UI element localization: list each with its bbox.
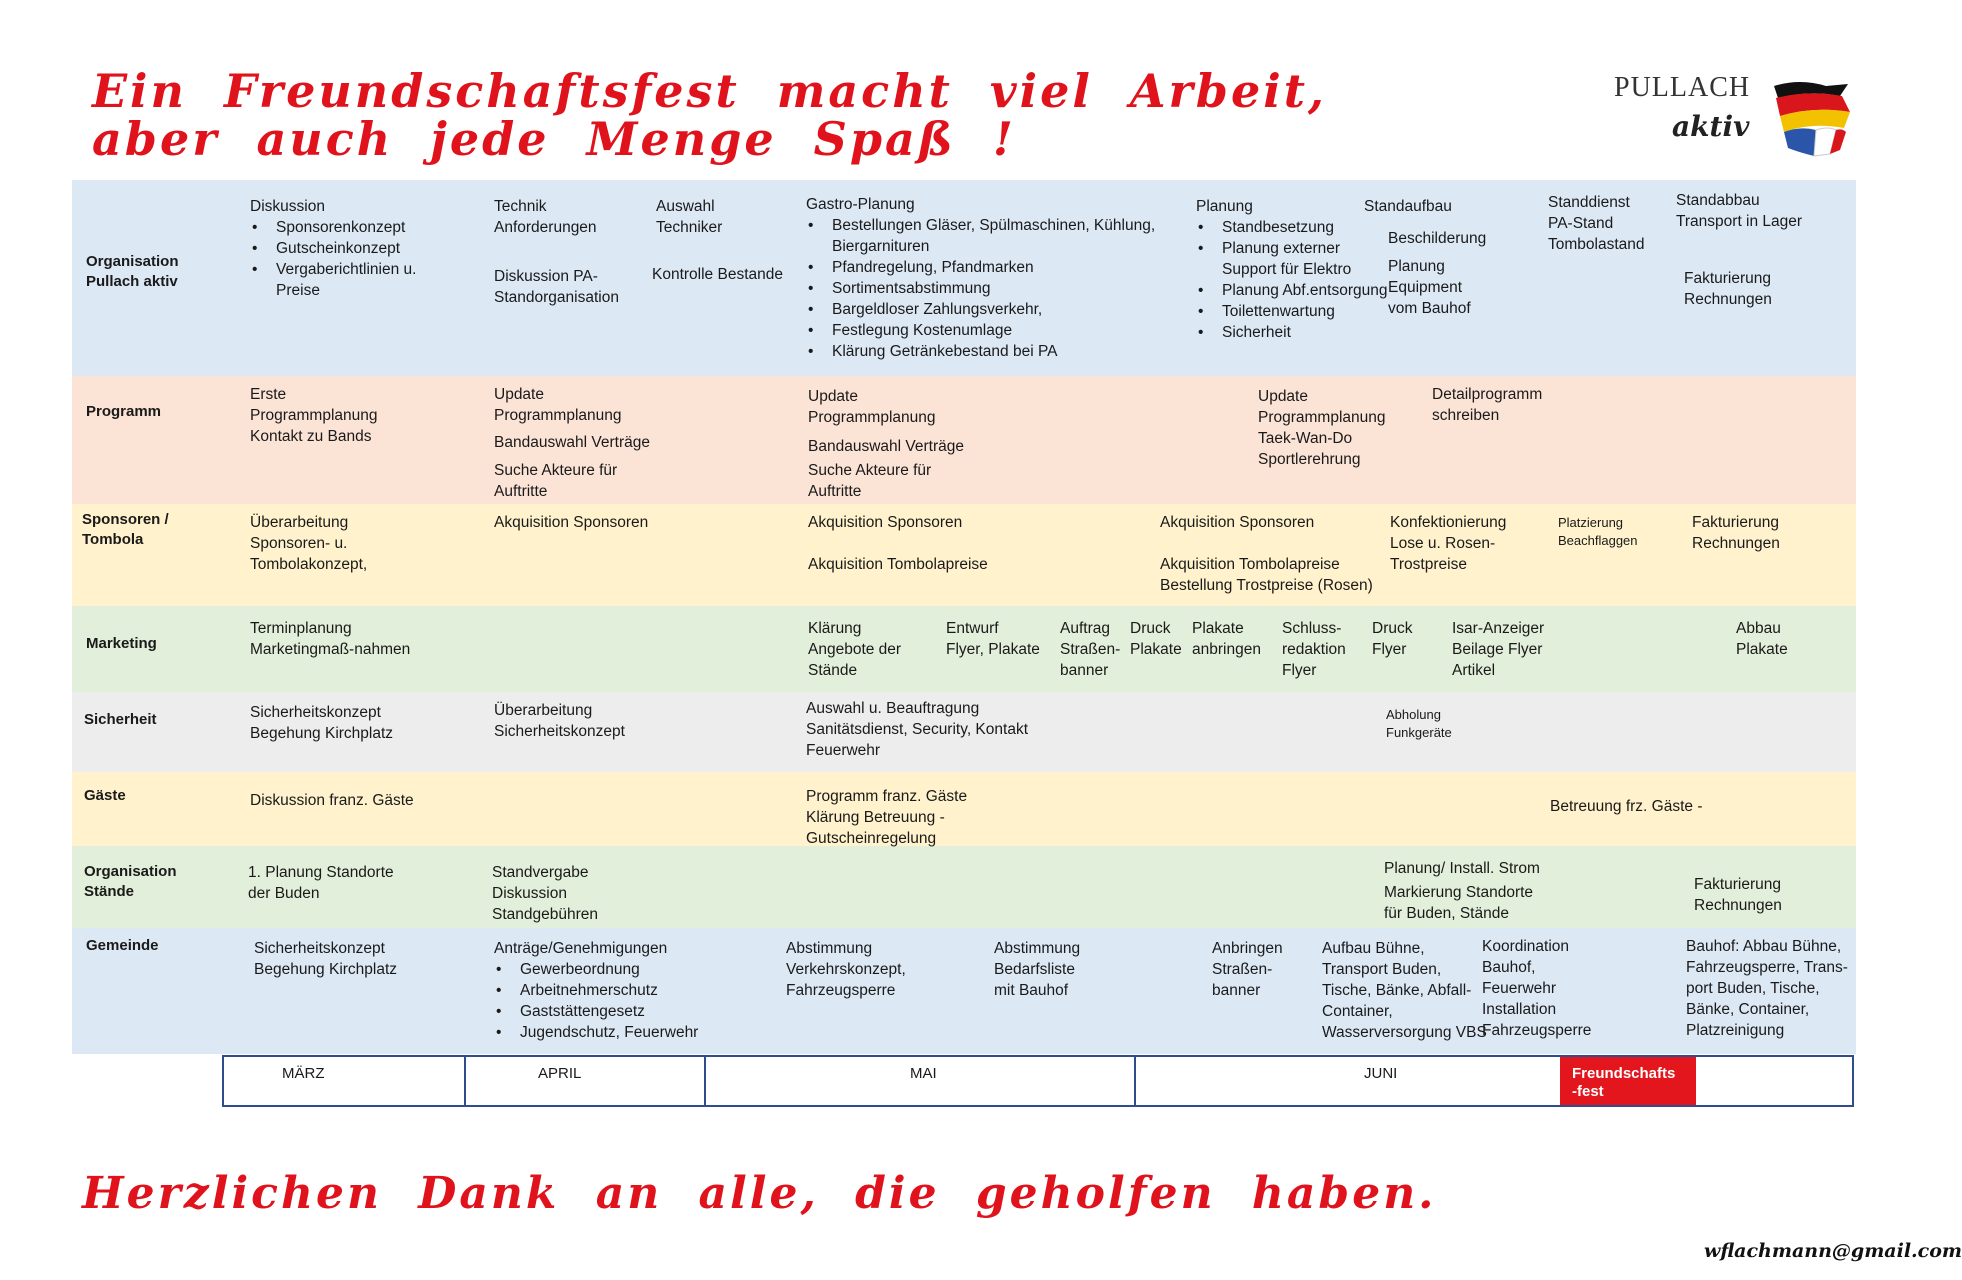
mkt-plakate-anbringen: Plakate anbringen: [1192, 620, 1261, 658]
org-beschilderung: Beschilderung: [1388, 230, 1487, 247]
gem-antraege-title: Anträge/Genehmigungen: [494, 940, 668, 957]
prog-bandauswahl-2: Bandauswahl Verträge: [808, 438, 964, 455]
staende-planung: 1. Planung Standorte der Buden: [248, 864, 394, 902]
headline-line-1: Ein Freundschaftsfest macht viel Arbeit,: [92, 64, 1327, 118]
mkt-schlussredaktion: Schluss- redaktion Flyer: [1282, 620, 1346, 679]
list-item: • Sicherheit: [1196, 322, 1387, 343]
staende-markierung: Markierung Standorte für Buden, Stände: [1384, 884, 1534, 922]
mkt-abbau: Abbau Plakate: [1736, 620, 1788, 658]
mkt-entwurf: Entwurf Flyer, Plakate: [946, 620, 1040, 658]
month-maerz: MÄRZ: [282, 1065, 325, 1082]
spons-beachflaggen: Platzierung Beachflaggen: [1558, 515, 1638, 548]
spons-fakturierung: Fakturierung Rechnungen: [1692, 514, 1780, 552]
gaeste-betreuung: Betreuung frz. Gäste -: [1550, 798, 1703, 815]
logo-text-bottom: aktiv: [1672, 110, 1750, 143]
row-label-marketing: Marketing: [86, 635, 157, 652]
prog-suche-2: Suche Akteure für Auftritte: [808, 462, 932, 500]
spons-akquisition-1: Akquisition Sponsoren: [494, 514, 649, 531]
prog-erste: Erste Programmplanung Kontakt zu Bands: [250, 386, 378, 445]
timeline-divider: [704, 1057, 706, 1105]
org-standdienst: Standdienst PA-Stand Tombolastand: [1548, 194, 1645, 253]
mkt-terminplanung: Terminplanung Marketingmaß-nahmen: [250, 620, 411, 658]
sich-funkgeraete: Abholung Funkgeräte: [1386, 707, 1452, 740]
sich-auswahl: Auswahl u. Beauftragung Sanitätsdienst, Security, Kontakt Feuerwehr: [806, 700, 1028, 759]
month-april: APRIL: [538, 1065, 582, 1082]
gem-strassenbanner: Anbringen Straßen- banner: [1212, 940, 1283, 999]
mkt-auftrag: Auftrag Straßen- banner: [1060, 620, 1121, 679]
row-label-organisation: Organisation Pullach aktiv: [86, 253, 179, 290]
headline-line-2: aber auch jede Menge Spaß !: [92, 112, 1016, 166]
mkt-isar-anzeiger: Isar-Anzeiger Beilage Flyer Artikel: [1452, 620, 1545, 679]
org-kontrolle: Kontrolle Bestande: [652, 266, 783, 283]
org-diskussion-title: Diskussion: [250, 198, 325, 215]
list-item: • Jugendschutz, Feuerwehr: [494, 1022, 698, 1043]
list-item: • Arbeitnehmerschutz: [494, 980, 698, 1001]
org-fakturierung: Fakturierung Rechnungen: [1684, 270, 1772, 308]
gem-sicherheitskonzept: Sicherheitskonzept Begehung Kirchplatz: [254, 940, 398, 978]
staende-fakturierung: Fakturierung Rechnungen: [1694, 876, 1782, 914]
gem-bauhof-abbau: Bauhof: Abbau Bühne, Fahrzeugsperre, Trans- port Buden, Tische, Bänke, Container, Platzreinigung: [1686, 938, 1848, 1039]
flag-emblem-icon: [1770, 76, 1852, 158]
spons-tombolapreise-1: Akquisition Tombolapreise: [808, 556, 988, 573]
gem-bedarfsliste: Abstimmung Bedarfsliste mit Bauhof: [994, 940, 1081, 999]
logo-text-top: PULLACH: [1614, 72, 1751, 103]
list-item: • Festlegung Kostenumlage: [806, 320, 1155, 341]
org-auswahl-techniker: Auswahl Techniker: [656, 198, 723, 236]
org-diskussion-pa: Diskussion PA- Standorganisation: [494, 268, 619, 306]
list-item: • Toilettenwartung: [1196, 301, 1387, 322]
timeline-divider: [464, 1057, 466, 1105]
sich-ueberarbeitung: Überarbeitung Sicherheitskonzept: [494, 702, 625, 740]
mkt-klaerung: Klärung Angebote der Stände: [808, 620, 902, 679]
list-item: • Standbesetzung: [1196, 217, 1387, 238]
list-item: • Gaststättengesetz: [494, 1001, 698, 1022]
org-diskussion-block: [250, 196, 416, 301]
gaeste-diskussion: Diskussion franz. Gäste: [250, 792, 414, 809]
list-item: • Planung externer Support für Elektro: [1196, 238, 1387, 280]
row-label-sicherheit: Sicherheit: [84, 711, 157, 728]
org-planung-block: [1196, 196, 1387, 343]
gem-antraege-block: [494, 938, 698, 1043]
prog-detailprogramm: Detailprogramm schreiben: [1432, 386, 1543, 424]
list-item: • Bargeldloser Zahlungsverkehr,: [806, 299, 1155, 320]
org-gastro-list: [806, 215, 1155, 362]
mkt-druck-flyer: Druck Flyer: [1372, 620, 1413, 658]
spons-akquisition-2: Akquisition Sponsoren: [808, 514, 963, 531]
contact-email: wflachmann@gmail.com: [1704, 1240, 1962, 1262]
row-label-sponsoren: Sponsoren / Tombola: [82, 511, 169, 548]
org-gastro-title: Gastro-Planung: [806, 196, 915, 213]
gem-aufbau: Aufbau Bühne, Transport Buden, Tische, Bänke, Abfall- Container, Wasserversorgung VBS: [1322, 940, 1487, 1041]
org-planung-list: [1196, 217, 1387, 343]
prog-update-3: Update Programmplanung Taek-Wan-Do Sportlerehrung: [1258, 388, 1386, 468]
list-item: • Gewerbeordnung: [494, 959, 698, 980]
list-item: • Vergaberichtlinien u. Preise: [250, 259, 416, 301]
list-item: • Klärung Getränkebestand bei PA: [806, 341, 1155, 362]
gaeste-programm: Programm franz. Gäste Klärung Betreuung - Gutscheinregelung: [806, 788, 968, 847]
org-planung-equipment: Planung Equipment vom Bauhof: [1388, 258, 1471, 317]
org-diskussion-list: [250, 217, 416, 301]
timeline-divider: [1134, 1057, 1136, 1105]
staende-standvergabe: Standvergabe Diskussion Standgebühren: [492, 864, 599, 923]
spons-akquisition-3: Akquisition Sponsoren: [1160, 514, 1315, 531]
pullach-aktiv-logo: [1610, 70, 1860, 166]
staende-strom: Planung/ Install. Strom: [1384, 860, 1540, 877]
list-item: • Sponsorenkonzept: [250, 217, 416, 238]
gem-verkehrskonzept: Abstimmung Verkehrskonzept, Fahrzeugsperre: [786, 940, 906, 999]
prog-update-2: Update Programmplanung: [808, 388, 936, 426]
month-timeline: [222, 1055, 1854, 1107]
row-label-programm: Programm: [86, 403, 162, 420]
org-planung-title: Planung: [1196, 198, 1253, 215]
spons-tombolapreise-2: Akquisition Tombolapreise Bestellung Trostpreise (Rosen): [1160, 556, 1373, 594]
list-item: • Bestellungen Gläser, Spülmaschinen, Kühlung, Biergarnituren: [806, 215, 1155, 257]
list-item: • Planung Abf.entsorgung: [1196, 280, 1387, 301]
list-item: • Sortimentsabstimmung: [806, 278, 1155, 299]
month-mai: MAI: [910, 1065, 937, 1082]
org-gastro-block: [806, 194, 1155, 362]
row-label-gaeste: Gäste: [84, 787, 126, 804]
mkt-druck-plakate: Druck Plakate: [1130, 620, 1182, 658]
fest-marker: Freundschafts -fest: [1560, 1057, 1696, 1105]
gem-antraege-list: [494, 959, 698, 1043]
org-standabbau: Standabbau Transport in Lager: [1676, 192, 1803, 230]
spons-ueberarbeitung: Überarbeitung Sponsoren- u. Tombolakonzept,: [250, 514, 368, 573]
row-label-staende: Organisation Stände: [84, 863, 177, 900]
sich-konzept: Sicherheitskonzept Begehung Kirchplatz: [250, 704, 394, 742]
prog-update-1: Update Programmplanung: [494, 386, 622, 424]
list-item: • Pfandregelung, Pfandmarken: [806, 257, 1155, 278]
prog-suche-1: Suche Akteure für Auftritte: [494, 462, 618, 500]
org-technik: Technik Anforderungen: [494, 198, 597, 236]
row-label-gemeinde: Gemeinde: [86, 937, 159, 954]
prog-bandauswahl-1: Bandauswahl Verträge: [494, 434, 650, 451]
org-standaufbau: Standaufbau: [1364, 198, 1452, 215]
month-juni: JUNI: [1364, 1065, 1398, 1082]
spons-konfektionierung: Konfektionierung Lose u. Rosen- Trostpreise: [1390, 514, 1507, 573]
gem-koordination: Koordination Bauhof, Feuerwehr Installation Fahrzeugsperre: [1482, 938, 1592, 1039]
thanks-message: Herzlichen Dank an alle, die geholfen haben.: [82, 1168, 1437, 1219]
list-item: • Gutscheinkonzept: [250, 238, 416, 259]
